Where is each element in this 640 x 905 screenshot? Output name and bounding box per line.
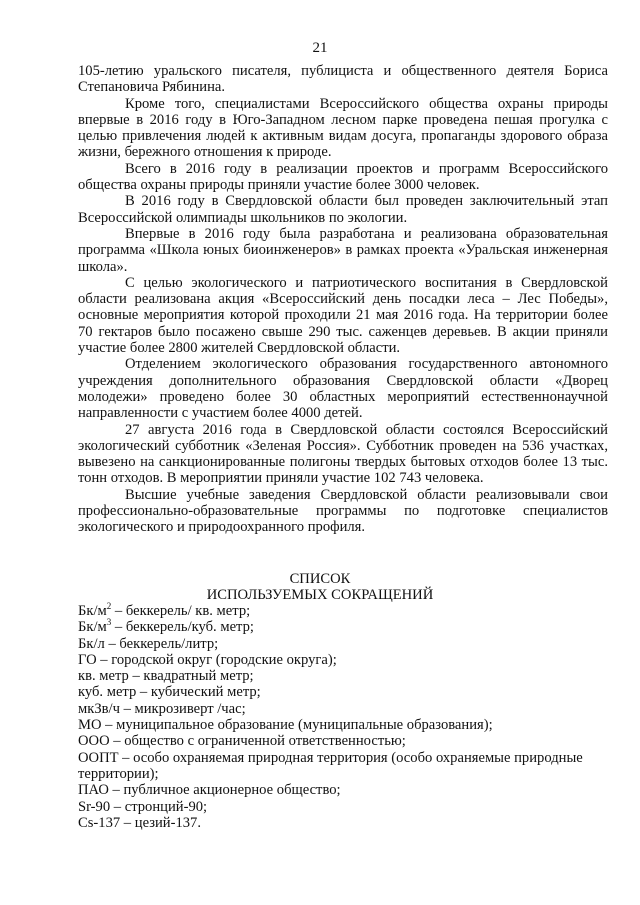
paragraph: С целью экологического и патриотического воспитания в Свердловской области реализована акция «Всероссийский день посадки леса – Лес Победы», основные мероприятия которой проходили 21 мая 2016 года. На территории более 70 гектаров было посажено свыше 290 тыс. саженцев деревьев. В акции приняли участие более 2800 жителей Свердловской области. [78, 274, 608, 357]
abbreviations-heading [0, 571, 640, 604]
abbreviation-superscript: 3 [106, 617, 112, 628]
abbreviation-definition: – беккерель/куб. метр; [111, 619, 254, 636]
paragraph: Всего в 2016 году в реализации проектов и программ Всероссийского общества охраны природы приняли участие более 3000 человек. [78, 160, 608, 194]
paragraph-continuation: 105-летию уральского писателя, публициста и общественного деятеля Бориса Степановича Рябинина. [78, 63, 608, 96]
abbreviation-base: Бк/м [78, 603, 107, 619]
abbreviation-item: мкЗв/ч – микрозиверт /час; [78, 700, 246, 717]
abbreviation-item: ООО – общество с ограниченной ответственностью; [78, 733, 406, 750]
abbreviation-item: кв. метр – квадратный метр; [78, 668, 254, 685]
paragraph: В 2016 году в Свердловской области был проведен заключительный этап Всероссийской олимпиады школьников по экологии. [78, 193, 608, 226]
abbreviation-item: ООПТ – особо охраняемая природная территория (особо охраняемые природные территории); [78, 749, 583, 782]
abbreviation-item: ГО – городской округ (городские округа); [78, 651, 337, 668]
abbreviation-superscript: 2 [106, 601, 112, 612]
abbreviation-base: Бк/м [78, 619, 107, 636]
heading-line-1: СПИСОК [289, 571, 351, 587]
abbreviation-item [78, 619, 610, 635]
abbreviation-item: куб. метр – кубический метр; [78, 684, 261, 701]
abbreviation-item: МО – муниципальное образование (муниципальные образования); [78, 717, 493, 734]
paragraph: Впервые в 2016 году была разработана и реализована образовательная программа «Школа юных биоинженеров» в рамках проекта «Уральская инженерная школа». [78, 225, 608, 275]
paragraph: Кроме того, специалистами Всероссийского общества охраны природы впервые в 2016 году в Юго-Западном лесном парке проведена пешая прогулка с целью привлечения людей к активным видам досуга, пропаганды здорового образа жизни, бережного отношения к природе. [78, 95, 608, 161]
heading-line-2: ИСПОЛЬЗУЕМЫХ СОКРАЩЕНИЙ [206, 587, 434, 604]
abbreviation-item: Cs-137 – цезий-137. [78, 814, 202, 831]
page-number: 21 [312, 40, 328, 56]
paragraph: Высшие учебные заведения Свердловской области реализовывали свои профессионально-образовательные программы по подготовке специалистов экологического и природоохранного профиля. [78, 486, 608, 536]
abbreviation-item [78, 603, 610, 619]
abbreviation-item: Бк/л – беккерель/литр; [78, 635, 219, 652]
abbreviations-list [78, 603, 610, 831]
abbreviation-definition: – беккерель/ кв. метр; [111, 603, 251, 619]
abbreviation-item: ПАО – публичное акционерное общество; [78, 782, 341, 799]
paragraph: 27 августа 2016 года в Свердловской области состоялся Всероссийский экологический субботник «Зеленая Россия». Субботник проведен на 536 участках, вывезено на санкционированные полигоны твердых бытовых отходов более 13 тыс. тонн отходов. В мероприятии приняли участие 102 743 человека. [78, 421, 608, 487]
abbreviation-item: Sr-90 – стронций-90; [78, 798, 208, 815]
paragraph: Отделением экологического образования государственного автономного учреждения дополнительного образования Свердловской области «Дворец молодежи» проведено более 30 областных мероприятий естественнонаучной направленности с участием более 4000 детей. [78, 356, 608, 422]
body-text [78, 63, 608, 536]
